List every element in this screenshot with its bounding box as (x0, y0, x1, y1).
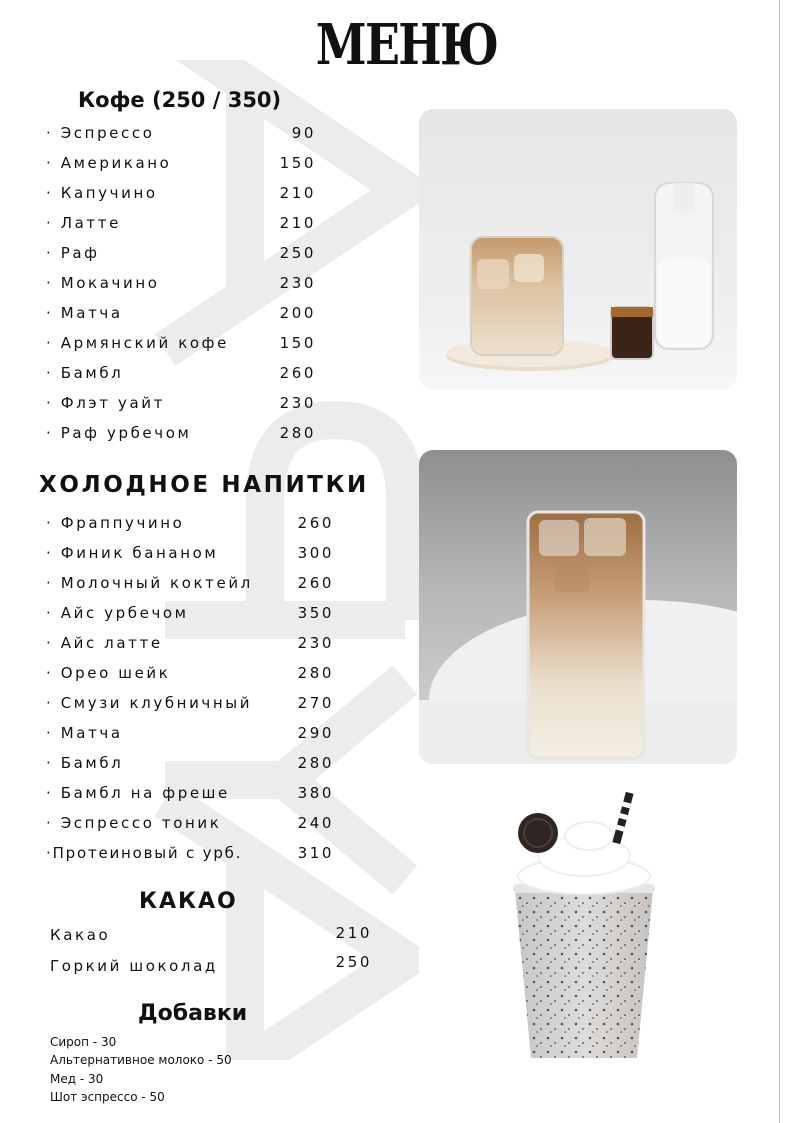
item-price: 210 (335, 924, 372, 942)
cold-drinks-heading: ХОЛОДНОЕ НАПИТКИ (39, 472, 369, 498)
photo-iced-coffee (419, 109, 737, 389)
coffee-item-espresso (46, 118, 316, 148)
coffee-item-mochaccino (46, 268, 316, 298)
cold-item-ice-urbech (46, 598, 334, 628)
item-price: 250 (335, 953, 372, 971)
cocoa-heading: КАКАО (139, 889, 238, 914)
cold-item-protein-urbech (46, 838, 334, 868)
addons-list (50, 1033, 232, 1106)
item-price: 200 (279, 304, 316, 322)
addon-item: Сироп - 30 (50, 1035, 117, 1049)
item-name: · Флэт уайт (46, 394, 165, 412)
item-name: · Латте (46, 214, 121, 232)
item-price: 310 (297, 844, 334, 862)
cold-item-frappuccino (46, 508, 334, 538)
item-name: · Фраппучино (46, 514, 185, 532)
item-price: 280 (297, 664, 334, 682)
item-price: 210 (279, 184, 316, 202)
item-name: · Армянский кофе (46, 334, 229, 352)
item-price: 260 (297, 574, 334, 592)
addons-heading: Добавки (138, 1001, 248, 1026)
item-name: · Матча (46, 304, 123, 322)
item-price: 270 (297, 694, 334, 712)
item-name: Горкий шоколад (50, 957, 218, 975)
item-name: · Эспрессо (46, 124, 155, 142)
item-price: 260 (279, 364, 316, 382)
cold-item-ice-latte (46, 628, 334, 658)
cold-item-espresso-tonic (46, 808, 334, 838)
item-price: 230 (279, 274, 316, 292)
item-name: · Молочный коктейл (46, 574, 253, 592)
item-name: · Смузи клубничный (46, 694, 253, 712)
addon-item: Шот эспрессо - 50 (50, 1089, 165, 1104)
item-price: 350 (297, 604, 334, 622)
item-name: · Финик бананом (46, 544, 219, 562)
item-price: 150 (279, 334, 316, 352)
item-name: · Эспрессо тоник (46, 814, 222, 832)
page-edge-line (779, 0, 780, 1123)
cold-item-date-banana (46, 538, 334, 568)
item-price: 210 (279, 214, 316, 232)
coffee-item-matcha (46, 298, 316, 328)
addon-item: Альтернативное молоко - 50 (50, 1053, 232, 1068)
coffee-item-americano (46, 148, 316, 178)
cold-item-strawberry-smoothie (46, 688, 334, 718)
item-price: 380 (297, 784, 334, 802)
item-price: 230 (279, 394, 316, 412)
item-name: · Матча (46, 724, 123, 742)
coffee-item-latte (46, 208, 316, 238)
addon-item: Мед - 30 (50, 1071, 104, 1086)
photo-iced-latte (419, 450, 737, 764)
item-name: · Бамбл (46, 754, 124, 772)
item-price: 230 (297, 634, 334, 652)
item-name: · Айс урбечом (46, 604, 189, 622)
coffee-heading: Кофе (250 / 350) (78, 88, 282, 112)
item-name: · Раф (46, 244, 100, 262)
item-name: · Орео шейк (46, 664, 171, 682)
item-name: · Айс латте (46, 634, 163, 652)
item-name: · Бамбл на фреше (46, 784, 230, 802)
item-price: 250 (279, 244, 316, 262)
coffee-item-raf-urbech (46, 418, 316, 448)
cold-item-milkshake (46, 568, 334, 598)
item-name: · Раф урбечом (46, 424, 192, 442)
item-name: · Мокачино (46, 274, 160, 292)
coffee-item-armenian (46, 328, 316, 358)
item-name: · Капучино (46, 184, 158, 202)
coffee-item-flat-white (46, 388, 316, 418)
page-title: МЕНЮ (315, 12, 498, 78)
cold-item-oreo-shake (46, 658, 334, 688)
coffee-item-bumble (46, 358, 316, 388)
item-name: · Американо (46, 154, 172, 172)
item-price: 240 (297, 814, 334, 832)
coffee-item-raf (46, 238, 316, 268)
item-name: Какао (50, 926, 111, 944)
cocoa-item-dark-chocolate (50, 950, 372, 980)
item-price: 90 (291, 124, 316, 142)
item-price: 290 (297, 724, 334, 742)
cold-item-bumble (46, 748, 334, 778)
item-price: 260 (297, 514, 334, 532)
item-price: 300 (297, 544, 334, 562)
item-price: 280 (297, 754, 334, 772)
item-name: ·Протеиновый с урб. (46, 844, 243, 862)
cocoa-item-cocoa (50, 919, 372, 949)
item-name: · Бамбл (46, 364, 124, 382)
item-price: 280 (279, 424, 316, 442)
cold-item-bumble-fresh (46, 778, 334, 808)
cold-item-matcha (46, 718, 334, 748)
item-price: 150 (279, 154, 316, 172)
photo-oreo-shake (419, 768, 745, 1090)
coffee-item-cappuccino (46, 178, 316, 208)
